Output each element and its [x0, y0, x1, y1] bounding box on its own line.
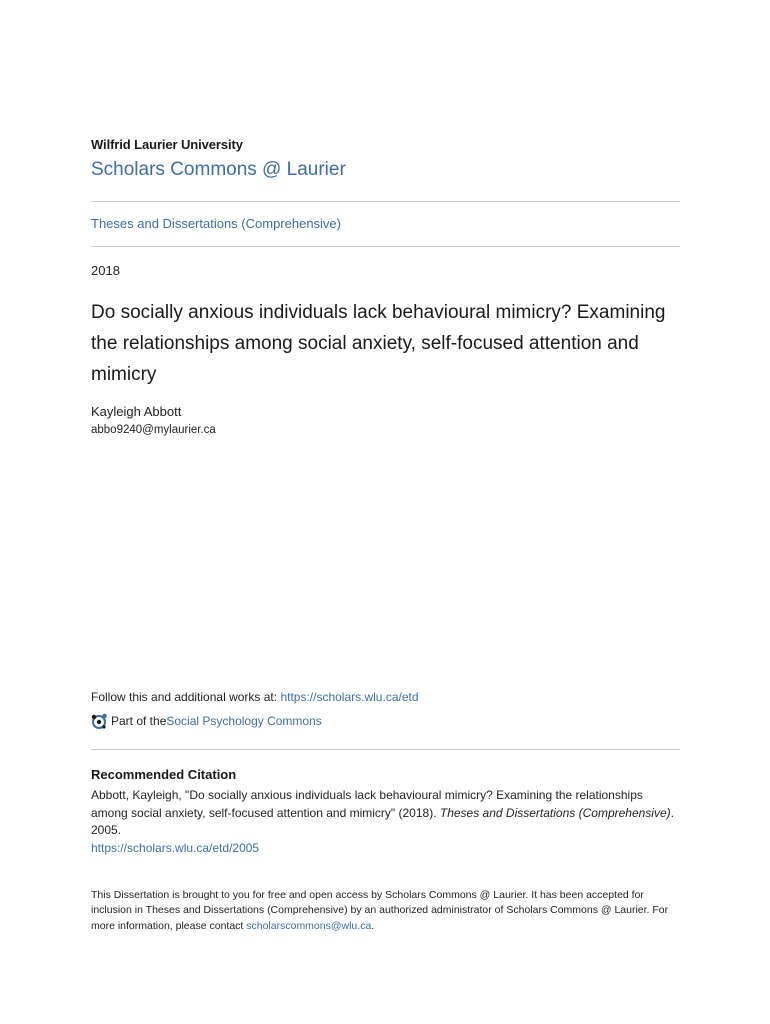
citation-block: [91, 787, 680, 857]
follow-link[interactable]: https://scholars.wlu.ca/etd: [280, 690, 419, 704]
cover-page: [91, 0, 680, 1024]
citation-link[interactable]: https://scholars.wlu.ca/etd/2005: [91, 840, 260, 855]
network-commons-icon: [91, 712, 109, 730]
access-notice: [91, 888, 680, 934]
document-title: Do socially anxious individuals lack behavioural mimicry? Examining the relationships among social anxiety, self-focused attention and mimicry: [91, 302, 666, 385]
citation-heading: Recommended Citation: [91, 767, 237, 782]
publication-year: 2018: [91, 263, 120, 278]
university-name: Wilfrid Laurier University: [91, 137, 243, 152]
author-name: Kayleigh Abbott: [91, 404, 182, 419]
part-of-text: Part of the: [111, 714, 167, 728]
follow-text: Follow this and additional works at:: [91, 690, 281, 704]
citation-number: . 2005.: [91, 805, 674, 837]
citation-series: Theses and Dissertations (Comprehensive): [439, 805, 671, 820]
citation-text: Abbott, Kayleigh, "Do socially anxious individuals lack behavioural mimicry? Examining the relationships among social anxiety, self-focused attention and mimicry" (2018).: [91, 788, 643, 820]
author-email: abbo9240@mylaurier.ca: [91, 424, 216, 436]
part-of-line: [91, 712, 322, 730]
follow-line: [91, 690, 419, 704]
contact-email-link[interactable]: scholarscommons@wlu.ca: [246, 919, 372, 932]
divider: [91, 201, 680, 202]
commons-link[interactable]: Social Psychology Commons: [166, 714, 322, 728]
divider: [91, 749, 680, 750]
collection-link[interactable]: Theses and Dissertations (Comprehensive): [91, 216, 341, 231]
access-notice-end: .: [371, 919, 375, 932]
divider: [91, 246, 680, 247]
repository-name[interactable]: Scholars Commons @ Laurier: [91, 159, 346, 180]
access-notice-text: This Dissertation is brought to you for free and open access by Scholars Commons @ Laurier. It has been accepted for inclusion in Theses and Dissertations (Comprehensive) by an authorized administrator of Scholars Commons @ Laurier. For more information, please contact: [91, 889, 669, 932]
